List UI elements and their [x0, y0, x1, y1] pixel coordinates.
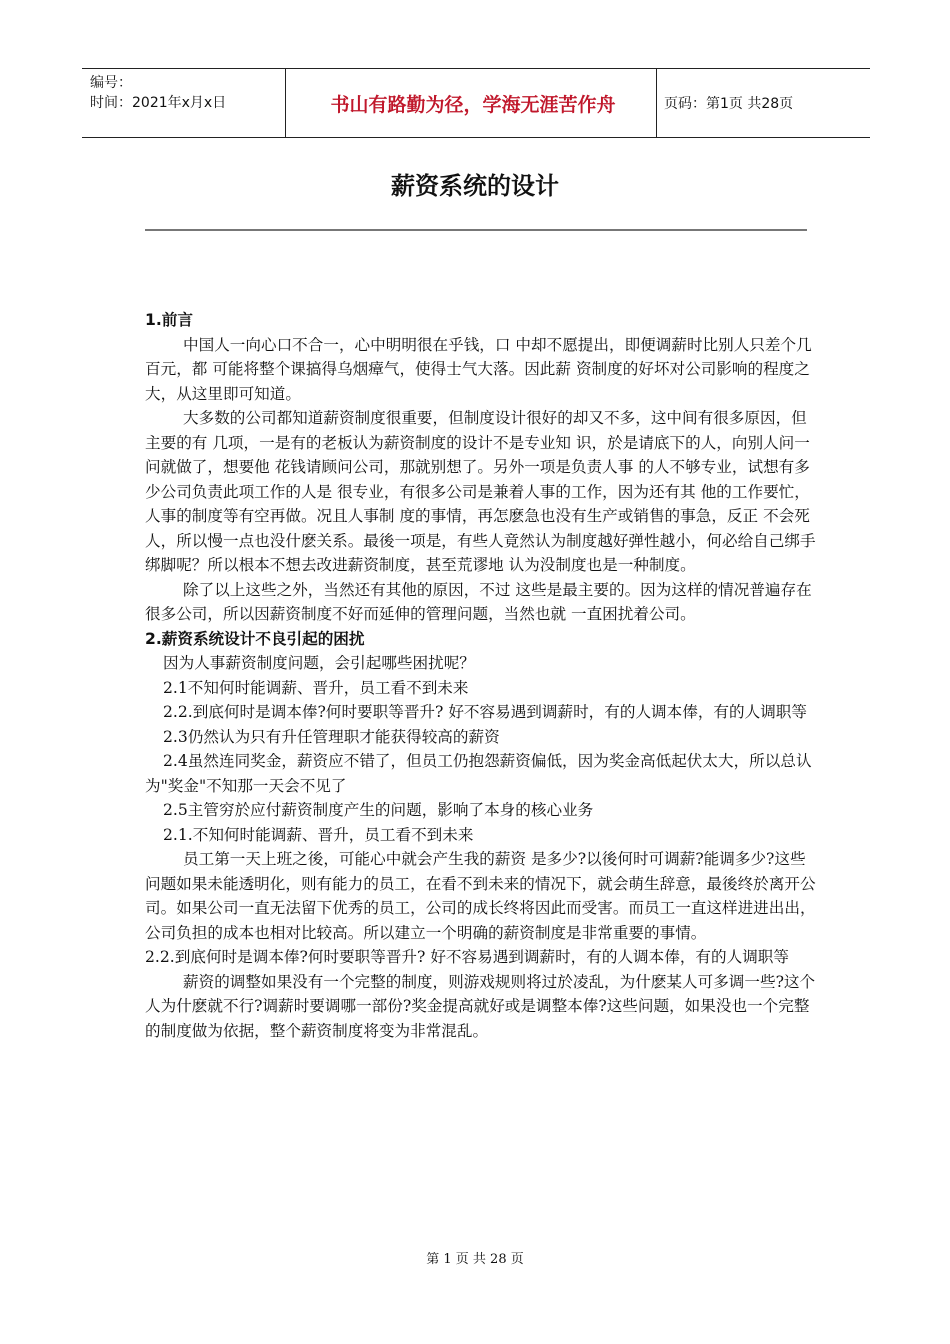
paragraph: 2.4虽然连同奖金，薪资应不错了，但员工仍抱怨薪资偏低，因为奖金高低起伏太大，所以总认为"奖金"不知那一天会不见了	[145, 752, 812, 795]
header-divider	[285, 69, 286, 137]
paragraph: 因为人事薪资制度问题，会引起哪些困扰呢？	[163, 654, 475, 672]
paragraph: 薪资的调整如果没有一个完整的制度，则游戏规则将过於凌乱，为什麽某人可多调一些?这个人为什麽就不行?调薪时要调哪一部份?奖金提高就好或是调整本俸?这些问题，如果没也一个完整的制度做为依据，整个薪资制度将变为非常混乱。	[145, 972, 816, 1040]
paragraph: 2.1.不知何时能调薪、晋升，员工看不到未来	[163, 825, 474, 844]
paragraph: 2.2.到底何时是调本俸?何时要职等晋升? 好不容易遇到调薪时，有的人调本俸，有的人调职等	[145, 948, 789, 966]
page-header	[82, 68, 870, 138]
paragraph: 大多数的公司都知道薪资制度很重要，但制度设计很好的却又不多，这中间有很多原因，但主要的有 几项，一是有的老板认为薪资制度的设计不是专业知 识，於是请底下的人，向别人问一问就做了，想要他 花钱请顾问公司，那就别想了。另外一项是负责人事 的人不够专业，试想有多少公司负责此项工作的人是 很专业，有很多公司是兼着人事的工作，因为还有其 他的工作要忙，人事的制度等有空再做。况且人事制 度的事情，再怎麽急也没有生产或销售的事急，反正 不会死人，所以慢一点也没什麽关系。最後一项是，有些人竟然认为制度越好弹性越小，何必给自己绑手 绑脚呢？所以根本不想去改进薪资制度，甚至荒谬地 认为没制度也是一种制度。	[145, 409, 816, 574]
section-heading: 1.前言	[145, 311, 193, 329]
document-body	[145, 308, 817, 1043]
title-rule	[145, 229, 807, 231]
header-page-info: 页码：第1页 共28页	[664, 96, 794, 112]
paragraph: 除了以上这些之外，当然还有其他的原因，不过 这些是最主要的。因为这样的情况普遍存在很多公司，所以因薪资制度不好而延伸的管理问题，当然也就 一直困扰着公司。	[145, 580, 812, 623]
section-heading: 2.薪资系统设计不良引起的困扰	[145, 629, 365, 648]
paragraph: 2.5主管穷於应付薪资制度产生的问题，影响了本身的核心业务	[163, 801, 594, 819]
paragraph: 2.2.到底何时是调本俸?何时要职等晋升? 好不容易遇到调薪时，有的人调本俸，有的人调职等	[163, 703, 807, 721]
document-title: 薪资系统的设计	[391, 172, 559, 200]
page-footer: 第 1 页 共 28 页	[426, 1252, 524, 1267]
time-label: 时间：2021年x月x日	[90, 95, 227, 111]
paragraph: 中国人一向心口不合一，心中明明很在乎钱，口 中却不愿提出，即便调薪时比别人只差个几百元，都 可能将整个课搞得乌烟瘴气，使得士气大落。因此薪 资制度的好坏对公司影响的程度之大，从这里即可知道。	[145, 335, 812, 403]
paragraph: 员工第一天上班之後，可能心中就会产生我的薪资 是多少?以後何时可调薪?能调多少?这些问题如果未能透明化，则有能力的员工，在看不到未来的情况下，就会萌生辞意，最後终於离开公司。如果公司一直无法留下优秀的员工，公司的成长终将因此而受害。而员工一直这样进进出出，公司负担的成本也相对比较高。所以建立一个明确的薪资制度是非常重要的事情。	[145, 850, 816, 942]
number-label: 编号：	[90, 75, 132, 91]
paragraph: 2.3仍然认为只有升任管理职才能获得较高的薪资	[163, 727, 500, 746]
header-motto: 书山有路勤为径，学海无涯苦作舟	[330, 93, 616, 116]
header-divider	[656, 69, 657, 137]
paragraph: 2.1不知何时能调薪、晋升，员工看不到未来	[163, 678, 469, 697]
header-meta	[90, 73, 226, 113]
